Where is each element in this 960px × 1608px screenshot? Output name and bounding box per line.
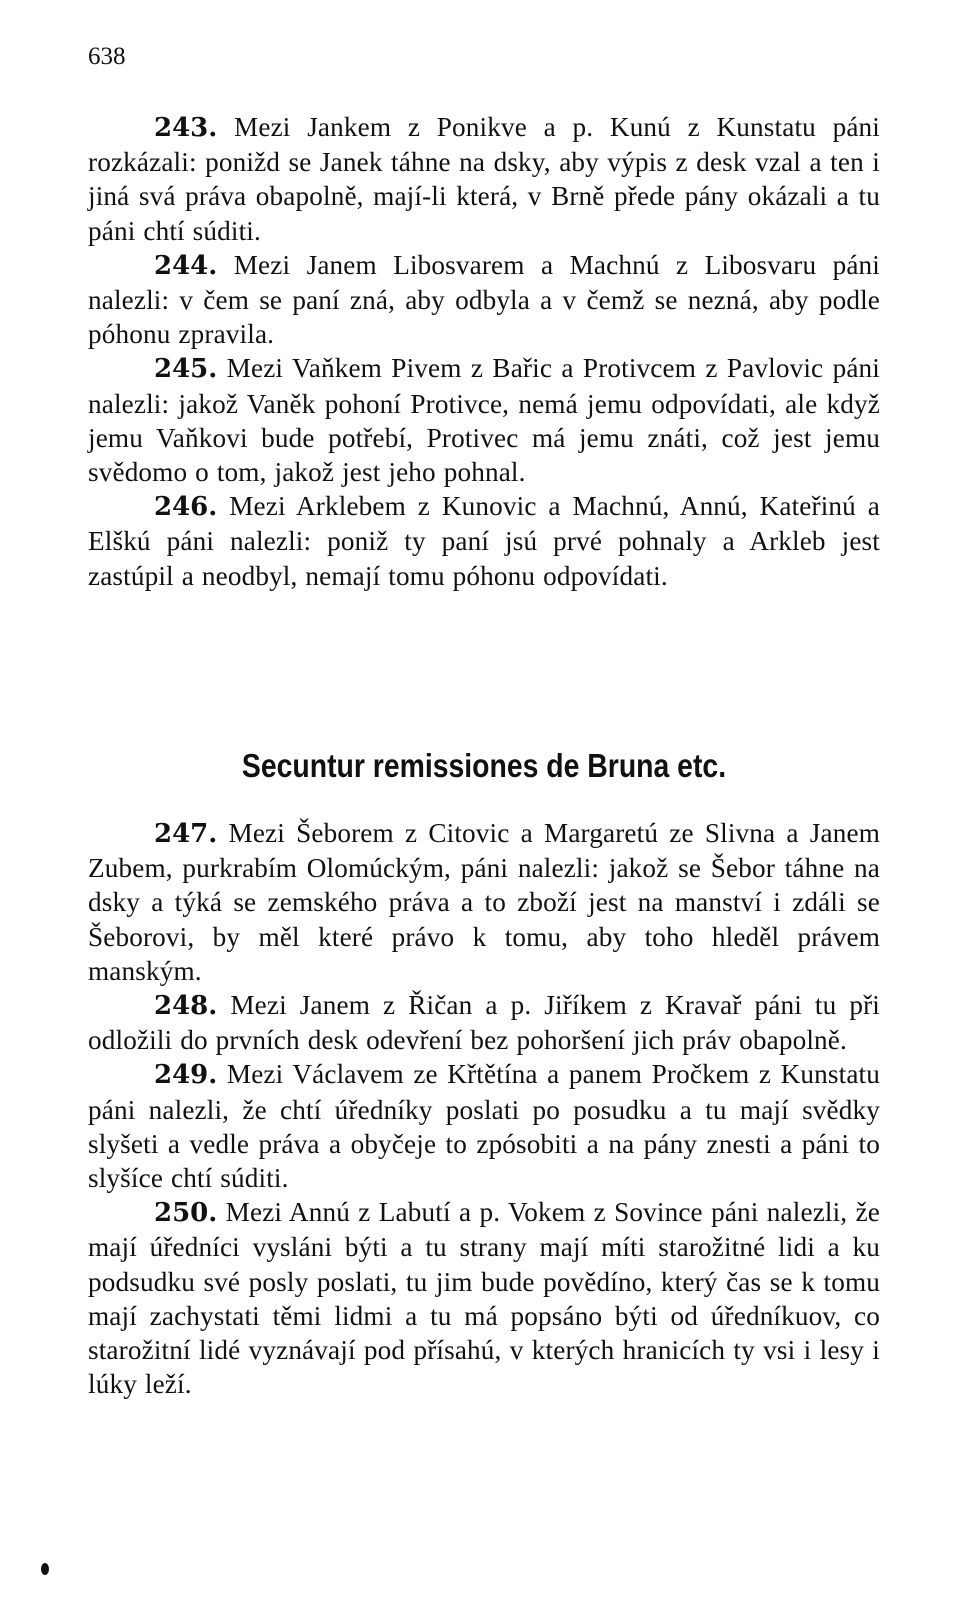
entry-number: 249. bbox=[154, 1060, 218, 1091]
entry-text: Mezi Arklebem z Kunovic a Machnú, Annú, Kateřinú a Elškú páni nalezli: poniž ty paní jsú prvé pohnaly a Arkleb jest zastúpil a neodbyl, nemají tomu póhonu odpovídati. bbox=[88, 491, 880, 591]
entry-text: Mezi Jankem z Ponikve a p. Kunú z Kunstatu páni rozkázali: ponižd se Janek táhne na dsky, aby výpis z desk vzal a ten i jiná svá práva obapolně, mají-li která, v Brně přede pány okázali a tu páni chtí súditi. bbox=[88, 112, 881, 246]
ink-spot bbox=[41, 1563, 49, 1575]
entry-248 bbox=[88, 988, 880, 1057]
entry-243 bbox=[88, 110, 880, 248]
entry-246 bbox=[88, 489, 880, 593]
entry-number: 248. bbox=[154, 991, 218, 1022]
entry-number: 244. bbox=[154, 250, 218, 281]
entry-number: 243. bbox=[154, 113, 218, 143]
entry-249 bbox=[88, 1057, 880, 1195]
entry-text: Mezi Janem z Řičan a p. Jiříkem z Kravař páni tu při odložili do prvních desk odevření bez pohoršení jich práv obapolně. bbox=[88, 990, 880, 1056]
document-page bbox=[88, 40, 880, 1580]
page-number: 638 bbox=[88, 43, 126, 70]
entry-number: 245. bbox=[154, 354, 218, 385]
entry-244 bbox=[88, 248, 880, 352]
entry-number: 247. bbox=[154, 819, 218, 849]
entry-text: Mezi Annú z Labutí a p. Vokem z Sovince páni nalezli, že mají úředníci vysláni býti a tu strany mají míti starožitné lidi a ku podsudku své posly poslati, tu jim bude povědíno, který čas se k tomu mají zachystati těmi lidmi a tu má popsáno býti od úředníkuov, co starožitní lidé vyznávají pod přísahú, v kterých hranicích ty vsi i lesy i lúky leží. bbox=[88, 1197, 881, 1400]
section-heading: Secuntur remissiones de Bruna etc. bbox=[241, 747, 727, 784]
entry-250 bbox=[88, 1195, 880, 1401]
entry-247 bbox=[88, 816, 880, 988]
entry-245 bbox=[88, 351, 880, 489]
entries-before-heading bbox=[88, 110, 880, 593]
entry-text: Mezi Vaňkem Pivem z Bařic a Protivcem z Pavlovic páni nalezli: jakož Vaněk pohoní Protivce, nemá jemu odpovídati, ale když jemu Vaňkovi bude potřebí, Protivec má jemu znáti, což jest jemu svědomo o tom, jakož jest jeho pohnal. bbox=[88, 353, 880, 488]
entry-number: 246. bbox=[154, 492, 218, 523]
entry-text: Mezi Janem Libosvarem a Machnú z Libosvaru páni nalezli: v čem se paní zná, aby odbyla a v čemž se nezná, aby podle póhonu zpravila. bbox=[88, 249, 880, 350]
entry-text: Mezi Šeborem z Citovic a Margaretú ze Slivna a Janem Zubem, purkrabím Olomúckým, páni nalezli: jakož se Šebor táhne na dsky a týká se zemského práva a to zboží jest na manství i zdáli se Šeborovi, by měl které právo k tomu, aby toho hleděl právem manským. bbox=[88, 818, 880, 986]
entries-after-heading bbox=[88, 816, 880, 1401]
entry-number: 250. bbox=[154, 1198, 218, 1229]
entry-text: Mezi Václavem ze Křtětína a panem Pročkem z Kunstatu páni nalezli, že chtí úředníky poslati po posudku a tu mají svědky slyšeti a vedle práva a obyčeje to zpósobiti a na pány znesti a páni to slyšíce chtí súditi. bbox=[88, 1059, 880, 1194]
